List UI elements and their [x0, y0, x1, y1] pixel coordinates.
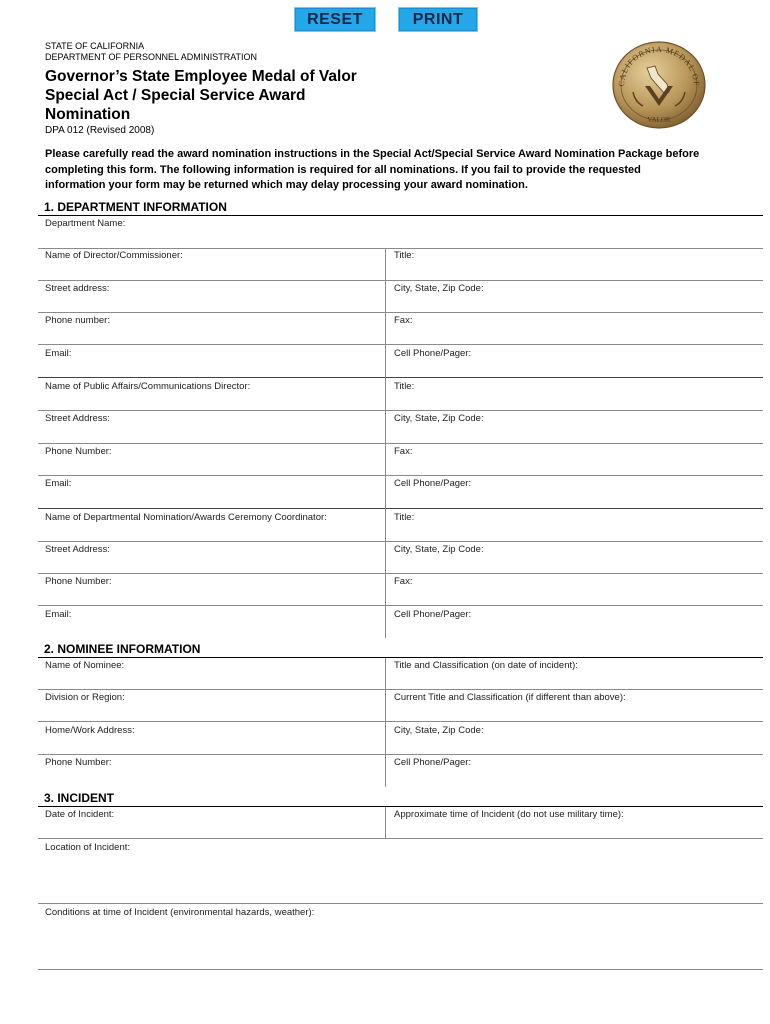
pa-phone-input[interactable] [44, 458, 384, 476]
director-title-input[interactable] [392, 263, 762, 281]
division-label: Division or Region: [45, 692, 125, 703]
pa-email-label: Email: [45, 478, 72, 489]
agency-heading [45, 41, 257, 63]
director-title-label: Title: [394, 250, 415, 261]
nominee-cell-input[interactable] [392, 769, 762, 787]
divider [38, 605, 763, 606]
nominee-title-label: Title and Classification (on date of incident): [394, 660, 578, 671]
column-divider [385, 248, 386, 638]
divider [38, 312, 763, 313]
divider [38, 475, 763, 476]
svg-text:VALOR: VALOR [647, 116, 671, 124]
form-title-line1: Governor’s State Employee Medal of Valor [45, 68, 357, 85]
pa-name-input[interactable] [44, 393, 384, 411]
instructions-paragraph [45, 147, 735, 194]
divider [38, 377, 763, 378]
current-title-label: Current Title and Classification (if different than above): [394, 692, 626, 703]
nominee-cell-label: Cell Phone/Pager: [394, 757, 472, 768]
reset-button[interactable]: RESET [294, 7, 376, 32]
section-incident-title: 3. INCIDENT [44, 791, 115, 805]
divider [38, 344, 763, 345]
incident-conditions-input[interactable] [44, 920, 763, 970]
director-street-label: Street address: [45, 283, 110, 294]
coordinator-street-label: Street Address: [45, 544, 110, 555]
incident-location-label: Location of Incident: [45, 842, 131, 853]
pa-street-input[interactable] [44, 425, 384, 443]
divider [38, 248, 763, 249]
director-name-label: Name of Director/Commissioner: [45, 250, 183, 261]
nominee-city-label: City, State, Zip Code: [394, 725, 484, 736]
instructions-line3: information your form may be returned which may delay processing your award nomination. [45, 179, 528, 191]
nominee-address-input[interactable] [44, 737, 384, 755]
section-nominee-heading [38, 641, 763, 658]
nominee-name-label: Name of Nominee: [45, 660, 125, 671]
coordinator-city-label: City, State, Zip Code: [394, 544, 484, 555]
director-fax-input[interactable] [392, 327, 762, 345]
agency-line-state: STATE OF CALIFORNIA [45, 41, 145, 51]
divider [38, 969, 763, 970]
coordinator-title-label: Title: [394, 512, 415, 523]
pa-fax-label: Fax: [394, 446, 413, 457]
pa-cell-label: Cell Phone/Pager: [394, 478, 472, 489]
coordinator-email-label: Email: [45, 609, 72, 620]
form-number: DPA 012 (Revised 2008) [45, 125, 155, 136]
division-input[interactable] [44, 704, 384, 722]
form-title-line2: Special Act / Special Service Award [45, 87, 306, 104]
divider [38, 689, 763, 690]
department-name-label: Department Name: [45, 218, 126, 229]
divider [38, 508, 763, 509]
director-name-input[interactable] [44, 263, 384, 281]
column-divider [385, 807, 386, 838]
director-city-input[interactable] [392, 295, 762, 313]
current-title-input[interactable] [392, 704, 762, 722]
coordinator-phone-label: Phone Number: [45, 576, 112, 587]
director-email-label: Email: [45, 348, 72, 359]
form-title-line3: Nomination [45, 106, 131, 123]
coordinator-phone-input[interactable] [44, 588, 384, 606]
instructions-line2: completing this form. The following information is required for all nominations. If you fail to provide the requested [45, 163, 641, 176]
pa-name-label: Name of Public Affairs/Communications Director: [45, 381, 251, 392]
coordinator-fax-label: Fax: [394, 576, 413, 587]
incident-date-input[interactable] [44, 821, 384, 839]
director-street-input[interactable] [44, 295, 384, 313]
svg-text:CALIFORNIA MEDAL OF: CALIFORNIA MEDAL OF [616, 44, 702, 87]
divider [38, 754, 763, 755]
pa-street-label: Street Address: [45, 413, 110, 424]
pa-phone-label: Phone Number: [45, 446, 112, 457]
director-cell-label: Cell Phone/Pager: [394, 348, 472, 359]
divider [38, 443, 763, 444]
coordinator-title-input[interactable] [392, 524, 762, 542]
pa-city-input[interactable] [392, 425, 762, 443]
divider [38, 541, 763, 542]
pa-fax-input[interactable] [392, 458, 762, 476]
divider [38, 410, 763, 411]
coordinator-name-label: Name of Departmental Nomination/Awards Ceremony Coordinator: [45, 512, 327, 523]
section-department-heading [38, 199, 763, 216]
divider [38, 721, 763, 722]
form-title [45, 67, 375, 124]
divider [38, 280, 763, 281]
incident-time-input[interactable] [392, 821, 762, 839]
pa-title-input[interactable] [392, 393, 762, 411]
director-cell-input[interactable] [392, 360, 762, 378]
nominee-address-label: Home/Work Address: [45, 725, 135, 736]
incident-location-input[interactable] [44, 855, 763, 905]
pa-cell-input[interactable] [392, 490, 762, 508]
director-phone-label: Phone number: [45, 315, 110, 326]
instructions-line1: Please carefully read the award nomination instructions in the Special Act/Special Service Award Nomination Package before [45, 148, 700, 160]
coordinator-city-input[interactable] [392, 556, 762, 574]
nominee-phone-label: Phone Number: [45, 757, 112, 768]
coordinator-cell-label: Cell Phone/Pager: [394, 609, 472, 620]
divider [38, 903, 763, 904]
medal-of-valor-seal-logo [611, 40, 707, 130]
coordinator-fax-input[interactable] [392, 588, 762, 606]
incident-conditions-label: Conditions at time of Incident (environmental hazards, weather): [45, 907, 315, 918]
incident-date-label: Date of Incident: [45, 809, 115, 820]
coordinator-cell-input[interactable] [392, 621, 762, 639]
section-department-title: 1. DEPARTMENT INFORMATION [44, 200, 227, 214]
coordinator-email-input[interactable] [44, 621, 384, 639]
pa-title-label: Title: [394, 381, 415, 392]
department-name-input[interactable] [44, 230, 763, 248]
director-email-input[interactable] [44, 360, 384, 378]
coordinator-name-input[interactable] [44, 524, 384, 542]
nominee-name-input[interactable] [44, 672, 384, 690]
pa-email-input[interactable] [44, 490, 384, 508]
nominee-phone-input[interactable] [44, 769, 384, 787]
director-fax-label: Fax: [394, 315, 413, 326]
print-button[interactable]: PRINT [398, 7, 478, 32]
incident-time-label: Approximate time of Incident (do not use military time): [394, 809, 624, 820]
coordinator-street-input[interactable] [44, 556, 384, 574]
pa-city-label: City, State, Zip Code: [394, 413, 484, 424]
nominee-title-input[interactable] [392, 672, 762, 690]
nominee-city-input[interactable] [392, 737, 762, 755]
director-city-label: City, State, Zip Code: [394, 283, 484, 294]
divider [38, 838, 763, 839]
divider [38, 573, 763, 574]
agency-line-department: DEPARTMENT OF PERSONNEL ADMINISTRATION [45, 52, 258, 62]
section-nominee-title: 2. NOMINEE INFORMATION [44, 642, 201, 656]
director-phone-input[interactable] [44, 327, 384, 345]
section-incident-heading [38, 790, 763, 807]
column-divider [385, 658, 386, 787]
